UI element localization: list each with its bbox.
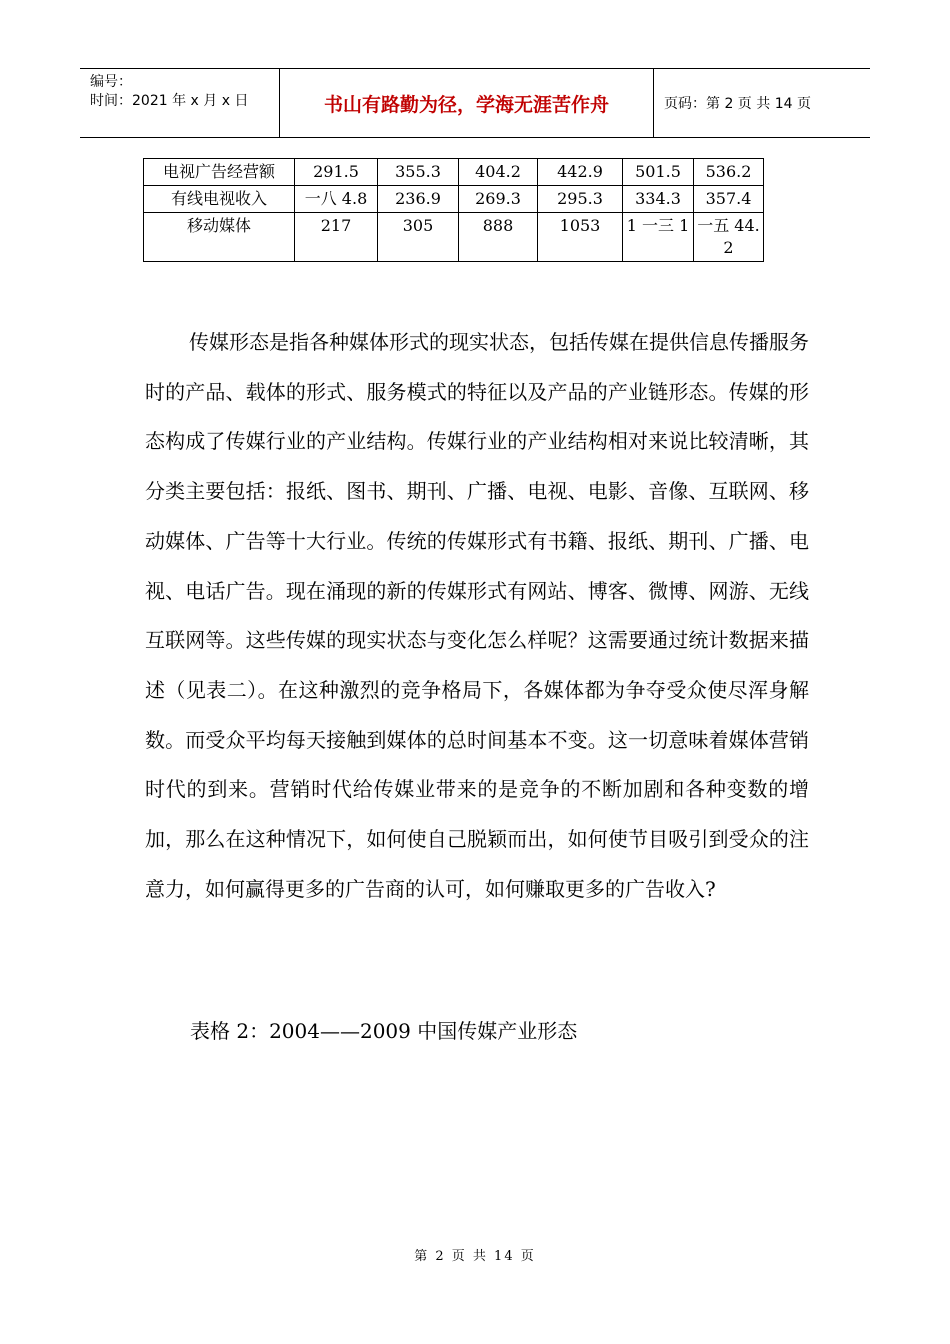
table-cell: 291.5 [295,159,378,186]
table-cell: 217 [295,213,378,262]
header-motto: 书山有路勤为径，学海无涯苦作舟 [280,69,654,137]
header-meta [80,69,280,137]
page-footer: 第 2 页 共 14 页 [414,1249,536,1264]
table-cell: 一五 44.2 [694,213,764,262]
table-cell: 355.3 [378,159,459,186]
header-page-info: 页码：第 2 页 共 14 页 [664,96,811,112]
table-caption: 表格 2：2004——2009 中国传媒产业形态 [190,1019,578,1043]
table-cell: 404.2 [459,159,538,186]
table-cell: 501.5 [623,159,694,186]
row-label: 移动媒体 [144,213,295,262]
table-cell: 269.3 [459,186,538,213]
table-cell: 305 [378,213,459,262]
table-cell: 一八 4.8 [295,186,378,213]
body-paragraph: 传媒形态是指各种媒体形式的现实状态，包括传媒在提供信息传播服务时的产品、载体的形式、服务模式的特征以及产品的产业链形态。传媒的形态构成了传媒行业的产业结构。传媒行业的产业结构相对来说比较清晰，其分类主要包括：报纸、图书、期刊、广播、电视、电影、音像、互联网、移动媒体、广告等十大行业。传统的传媒形式有书籍、报纸、期刊、广播、电视、电话广告。现在涌现的新的传媒形式有网站、博客、微博、网游、无线互联网等。这些传媒的现实状态与变化怎么样呢？这需要通过统计数据来描述（见表二）。在这种激烈的竞争格局下，各媒体都为争夺受众使尽浑身解数。而受众平均每天接触到媒体的总时间基本不变。这一切意味着媒体营销时代的到来。营销时代给传媒业带来的是竞争的不断加剧和各种变数的增加，那么在这种情况下，如何使自己脱颖而出，如何使节目吸引到受众的注意力，如何赢得更多的广告商的认可，如何赚取更多的广告收入? [145,330,809,901]
data-table [143,158,764,262]
table-cell: 442.9 [538,159,623,186]
table-cell: 888 [459,213,538,262]
page-header [80,68,870,138]
table-cell: 536.2 [694,159,764,186]
row-label: 有线电视收入 [144,186,295,213]
table-row [144,159,764,186]
table-cell: 1053 [538,213,623,262]
table-cell: 357.4 [694,186,764,213]
table-cell: 1 一三 1 [623,213,694,262]
table-cell: 236.9 [378,186,459,213]
row-label: 电视广告经营额 [144,159,295,186]
table-row [144,186,764,213]
table-cell: 334.3 [623,186,694,213]
table-row [144,213,764,262]
table-cell: 295.3 [538,186,623,213]
time-label: 时间：2021 年 x 月 x 日 [90,93,249,109]
number-label: 编号： [90,74,132,90]
